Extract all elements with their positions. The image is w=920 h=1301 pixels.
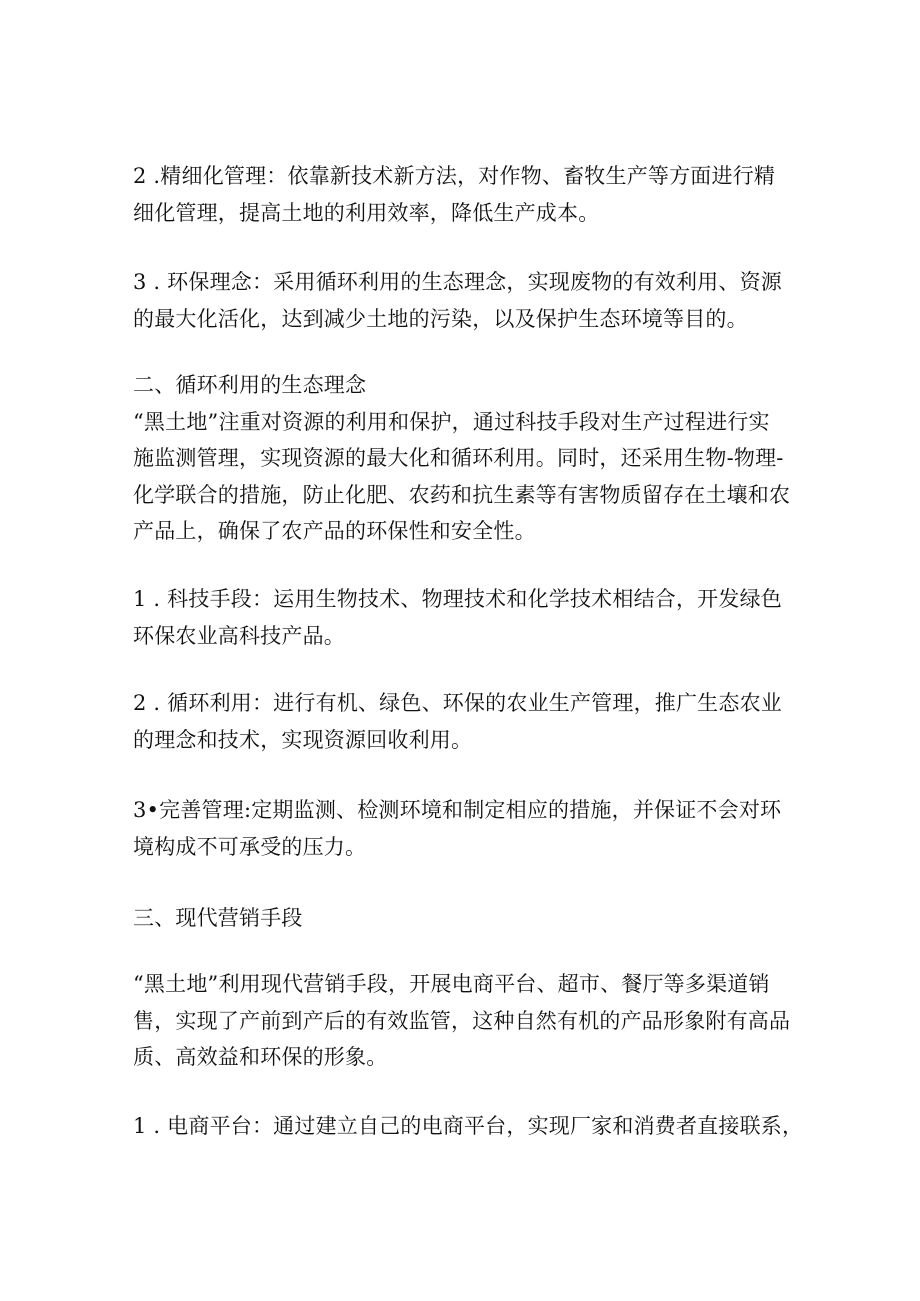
text-line: “黑土地”利用现代营销手段，开展电商平台、超市、餐厅等多渠道销 [133, 972, 770, 996]
text-line: 施监测管理，实现资源的最大化和循环利用。同时，还采用生物-物理- [133, 446, 784, 470]
text-line: 2 . 循环利用：进行有机、绿色、环保的农业生产管理，推广生态农业 [133, 691, 782, 715]
text-line: 售，实现了产前到产后的有效监管，这种自然有机的产品形象附有高品 [133, 1008, 791, 1033]
text-line: 环保农业高科技产品。 [133, 623, 345, 648]
section-heading-and-intro [133, 367, 803, 550]
section-heading: 三、现代营销手段 [133, 906, 303, 930]
text-line: 3•完善管理:定期监测、检测环境和制定相应的措施，并保证不会对环 [133, 798, 782, 822]
paragraph-fine-management [133, 158, 803, 231]
text-line: 3 . 环保理念：采用循环利用的生态理念，实现废物的有效利用、资源 [133, 270, 782, 294]
text-line: 细化管理，提高土地的利用效率，降低生产成本。 [133, 200, 600, 225]
text-line: 的理念和技术，实现资源回收利用。 [133, 727, 473, 752]
text-line: 境构成不可承受的压力。 [133, 834, 367, 859]
text-line: 的最大化活化，达到减少土地的污染，以及保护生态环境等目的。 [133, 306, 748, 331]
text-line: 1 . 科技手段：运用生物技术、物理技术和化学技术相结合，开发绿色 [133, 587, 782, 611]
text-line: 1 . 电商平台：通过建立自己的电商平台，实现厂家和消费者直接联系， [133, 1114, 804, 1138]
paragraph-eco-concept [133, 264, 803, 337]
paragraph-recycling [133, 685, 803, 758]
text-line: “黑土地”注重对资源的利用和保护，通过科技手段对生产过程进行实 [133, 409, 770, 434]
paragraph-ecommerce [133, 1108, 803, 1145]
text-line: 产品上，确保了农产品的环保性和安全性。 [133, 519, 536, 543]
paragraph-tech-means [133, 581, 803, 654]
section-heading-marketing [133, 900, 803, 937]
text-line: 质、高效益和环保的形象。 [133, 1045, 388, 1069]
paragraph-marketing-intro [133, 966, 803, 1076]
text-line: 化学联合的措施，防止化肥、农药和抗生素等有害物质留存在土壤和农 [133, 482, 791, 507]
paragraph-improve-management [133, 792, 803, 865]
text-line: 2 .精细化管理：依靠新技术新方法，对作物、畜牧生产等方面进行精 [133, 164, 776, 188]
section-heading: 二、循环利用的生态理念 [133, 373, 367, 397]
